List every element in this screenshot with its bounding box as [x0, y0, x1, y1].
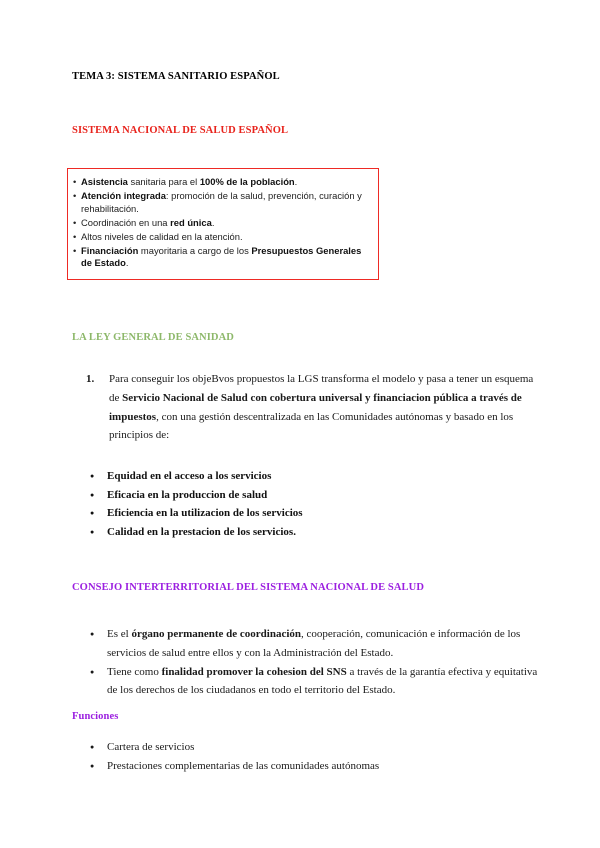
- consejo-list: [90, 625, 540, 700]
- section-heading-sns: SISTEMA NACIONAL DE SALUD ESPAÑOL: [72, 125, 289, 136]
- list-item: ● Tiene como finalidad promover la cohesion del SNS a través de la garantía efectiva y equitativa de los derechos de los ciudadanos en todo el territorio del Estado.: [90, 663, 540, 701]
- numbered-paragraph: [86, 370, 536, 445]
- box-item-financiacion: • Financiación mayoritaria a cargo de los Presupuestos Generales de Estado.: [73, 245, 372, 270]
- box-item-atencion: • Atención integrada: promoción de la salud, prevención, curación y rehabilitación.: [73, 190, 372, 215]
- principles-list: [90, 467, 540, 541]
- list-item: ● Eficiencia en la utilizacion de los servicios: [90, 504, 540, 523]
- list-item: ● Es el órgano permanente de coordinación, cooperación, comunicación e información de los servicios de salud entre ellos y con la Administración del Estado.: [90, 625, 540, 663]
- box-item-coordinacion: • Coordinación en una red única.: [73, 217, 372, 230]
- box-item-asistencia: • Asistencia sanitaria para el 100% de la población.: [73, 176, 372, 189]
- funciones-list: [90, 738, 540, 776]
- list-item: ● Cartera de servicios: [90, 738, 540, 757]
- section-heading-funciones: Funciones: [72, 711, 119, 722]
- list-item: ● Calidad en la prestacion de los servicios.: [90, 523, 540, 542]
- list-number: 1.: [86, 373, 95, 385]
- list-item: ● Prestaciones complementarias de las comunidades autónomas: [90, 757, 540, 776]
- paragraph-text: Para conseguir los objeBvos propuestos la LGS transforma el modelo y pasa a tener un esquema de Servicio Nacional de Salud con cobertura universal y financiacion pública a través de impuestos, con una gestión descentralizada en las Comunidades autónomas y basado en los principios de:: [109, 373, 534, 442]
- document-title: TEMA 3: SISTEMA SANITARIO ESPAÑOL: [72, 71, 280, 82]
- list-item: ● Eficacia en la produccion de salud: [90, 486, 540, 505]
- section-heading-consejo: CONSEJO INTERTERRITORIAL DEL SISTEMA NACIONAL DE SALUD: [72, 582, 425, 593]
- section-heading-lgs: LA LEY GENERAL DE SANIDAD: [72, 332, 234, 343]
- list-item: ● Equidad en el acceso a los servicios: [90, 467, 540, 486]
- summary-box: [67, 168, 379, 280]
- box-item-calidad: • Altos niveles de calidad en la atención.: [73, 231, 372, 244]
